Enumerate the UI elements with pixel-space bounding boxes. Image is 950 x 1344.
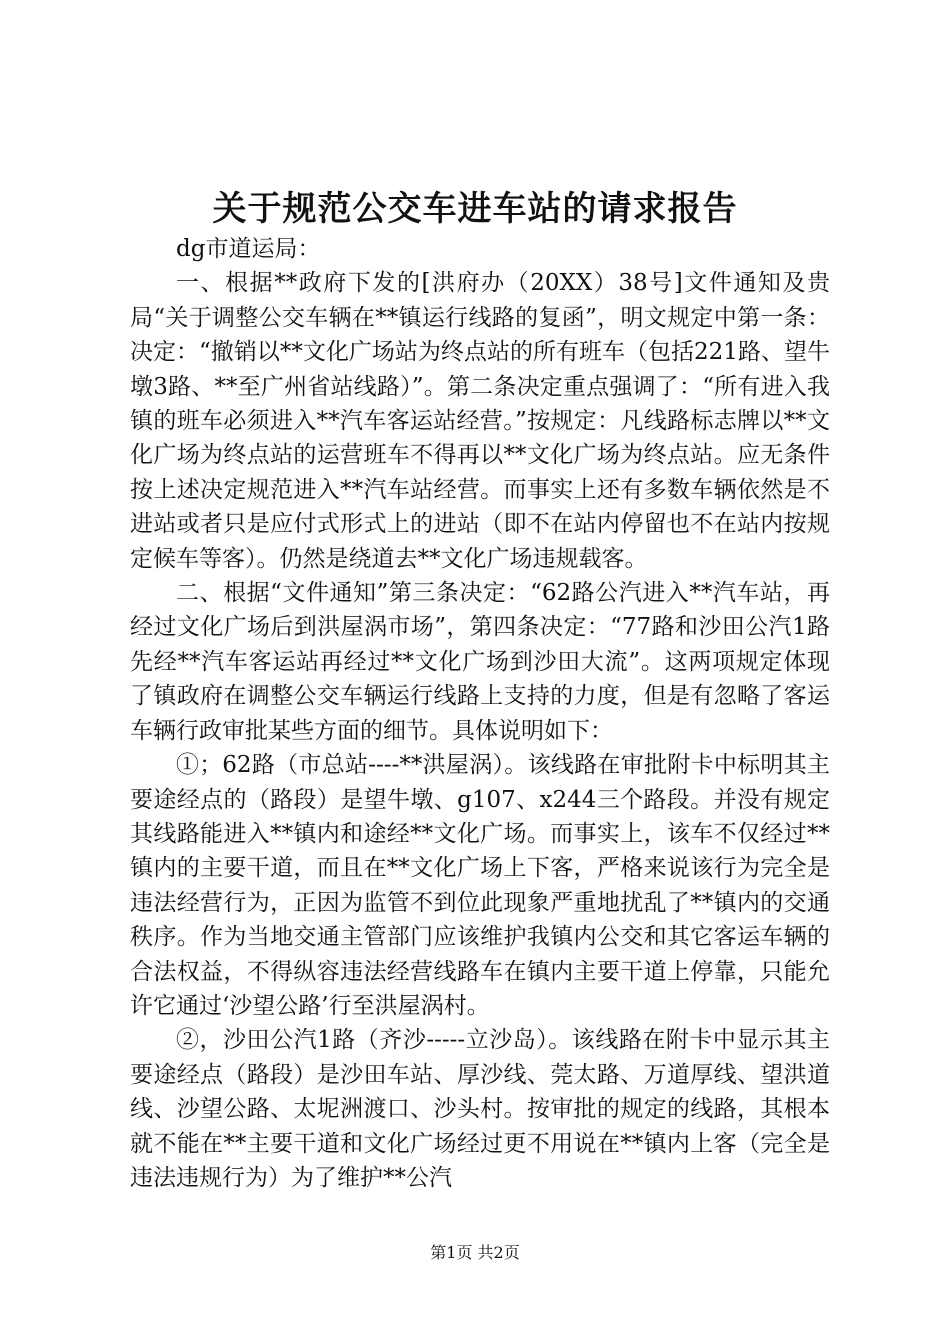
paragraph-3: ①；62路（市总站----**洪屋涡）。该线路在审批附卡中标明其主要途经点的（路段）是望牛墩、g107、x244三个路段。并没有规定其线路能进入**镇内和途经**文化广场。而事实上，该车不仅经过**镇内的主要干道，而且在**文化广场上下客，严格来说该行为完全是违法经营行为，正因为监管不到位此现象严重地扰乱了**镇内的交通秩序。作为当地交通主管部门应该维护我镇内公交和其它客运车辆的合法权益，不得纵容违法经营线路车在镇内主要干道上停靠，只能允许它通过‘沙望公路’行至洪屋涡村。 — [130, 752, 830, 1019]
document-body — [130, 232, 830, 1195]
salutation: dg市道运局： — [176, 236, 321, 262]
paragraph-4: ②，沙田公汽1路（齐沙-----立沙岛）。该线路在附卡中显示其主要途经点（路段）是沙田车站、厚沙线、莞太路、万道厚线、望洪道线、沙望公路、太坭洲渡口、沙头村。按审批的规定的线路，其根本就不能在**主要干道和文化广场经过更不用说在**镇内上客（完全是违法违规行为）为了维护**公汽 — [130, 1027, 830, 1191]
document-title: 关于规范公交车进车站的请求报告 — [212, 189, 738, 229]
paragraph-1: 一、根据**政府下发的[洪府办（20XX）38号]文件通知及贵局“关于调整公交车辆在**镇运行线路的复函”，明文规定中第一条：决定：“撤销以**文化广场站为终点站的所有班车（包括221路、望牛墩3路、**至广州省站线路）”。第二条决定重点强调了：“所有进入我镇的班车必须进入**汽车客运站经营。”按规定：凡线路标志牌以**文化广场为终点站的运营班车不得再以**文化广场为终点站。应无条件按上述决定规范进入**汽车站经营。而事实上还有多数车辆依然是不进站或者只是应付式形式上的进站（即不在站内停留也不在站内按规定候车等客）。仍然是绕道去**文化广场违规载客。 — [130, 270, 830, 572]
page-footer: 第1页 共2页 — [430, 1243, 520, 1262]
paragraph-2: 二、根据“文件通知”第三条决定：“62路公汽进入**汽车站，再经过文化广场后到洪屋涡市场”，第四条决定：“77路和沙田公汽1路先经**汽车客运站再经过**文化广场到沙田大流”。这两项规定体现了镇政府在调整公交车辆运行线路上支持的力度，但是有忽略了客运车辆行政审批某些方面的细节。具体说明如下： — [130, 580, 830, 744]
